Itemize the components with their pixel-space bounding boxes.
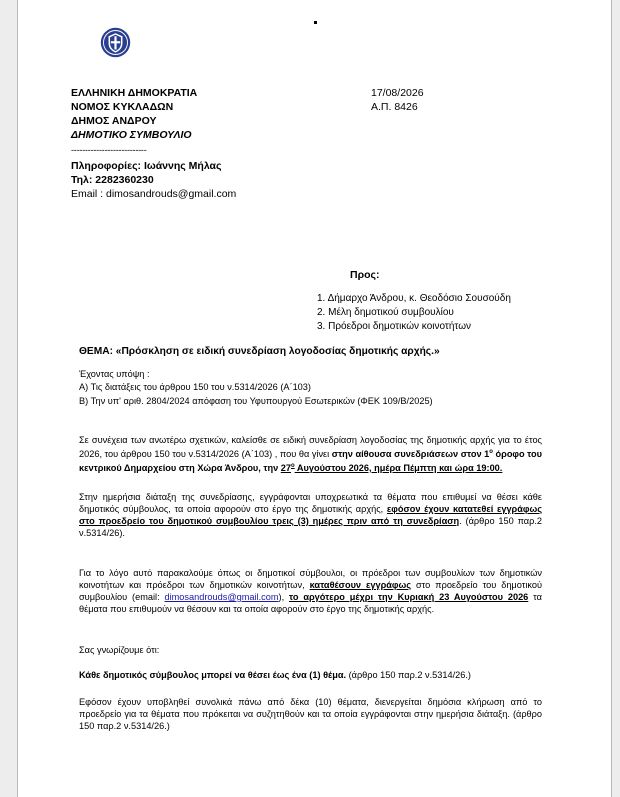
p3-text-4: τα θέματα που επιθυμούν να θέσουν και τα οποία αφορούν στο έργο της δημοτικής αρχής. (79, 591, 542, 614)
page-mark (314, 21, 317, 24)
p3-deadline: το αργότερο μέχρι την Κυριακή 23 Αυγούστου 2026 (289, 591, 529, 602)
p3-submit-written: καταθέσουν εγγράφως (309, 579, 412, 590)
p5-rule: Κάθε δημοτικός σύμβουλος μπορεί να θέσει έως ένα (1) θέμα. (79, 670, 347, 680)
p1-venue: στην αίθουσα συνεδριάσεων στον 1 (331, 448, 490, 459)
p1-floor-sup: ο (489, 448, 493, 455)
republic-heading: ΕΛΛΗΝΙΚΗ ΔΗΜΟΚΡΑΤΙΑ (71, 87, 198, 99)
recipients-label: Προς: (350, 269, 380, 281)
paragraph-agenda (79, 492, 542, 540)
contact-email: Email : dimosandrouds@gmail.com (71, 188, 237, 200)
contact-phone: Τηλ: 2282360230 (71, 174, 154, 186)
protocol-number: Α.Π. 8426 (371, 101, 418, 113)
p1-day-sup: ο (291, 462, 295, 469)
p3-text-3: ), (278, 591, 289, 602)
recipient-item: 1. Δήμαρχο Άνδρου, κ. Θεοδόσιο Σουσούδη (317, 293, 511, 304)
p1-venue-rest: όροφο του κεντρικού Δημαρχείου στη Χώρα Άνδρου, την (79, 448, 542, 473)
paragraph-submission (79, 568, 542, 616)
p2-text: Στην ημερήσια διάταξη της συνεδρίασης, εγγράφονται υποχρεωτικά τα θέματα που επιθυμεί να θέσει κάθε δημοτικός σύμβουλος, τα οποία αφορούν στο έργο της δημοτικής αρχής, (79, 492, 542, 514)
considering-item-b: Β) Την υπ' αριθ. 2804/2024 απόφαση του Υφυπουργού Εσωτερικών (ΦΕΚ 109/Β/2025) (79, 396, 433, 406)
subject-line: ΘΕΜΑ: «Πρόσκληση σε ειδική συνεδρίαση λογοδοσίας δημοτικής αρχής.» (79, 346, 440, 357)
header-separator: --------------------------- (71, 145, 147, 155)
p1-day: 27 (280, 462, 291, 473)
paragraph-meeting-details (79, 435, 542, 475)
p3-text-2: στο προεδρείο του δημοτικού συμβουλίου (email: (79, 579, 542, 602)
p1-text: Σε συνέχεια των ανωτέρω σχετικών, καλείσθε σε ειδική συνεδρίαση λογοδοσίας της δημοτικής αρχής για το έτος 2026, του άρθρου 150 του ν.5314/2026 (Α΄103) , που θα γίνει (79, 435, 542, 459)
p3-email-link[interactable]: dimosandrouds@gmail.com (164, 591, 279, 602)
contact-person: Πληροφορίες: Ιωάννης Μήλας (71, 160, 222, 172)
greek-coat-of-arms-icon (100, 27, 131, 58)
p5-reference: (άρθρο 150 παρ.2 ν.5314/26.) (346, 670, 471, 680)
paragraph-notice: Σας γνωρίζουμε ότι: (79, 645, 160, 655)
considering-item-a: Α) Τις διατάξεις του άρθρου 150 του ν.5314/2026 (Α΄103) (79, 382, 311, 392)
paragraph-topic-limit (79, 670, 471, 682)
council-heading: ΔΗΜΟΤΙΚΟ ΣΥΜΒΟΥΛΙΟ (71, 129, 192, 141)
p2-reference: . (άρθρο 150 παρ.2 ν.5314/26). (79, 515, 542, 538)
prefecture-heading: ΝΟΜΟΣ ΚΥΚΛΑΔΩΝ (71, 101, 174, 113)
considering-label: Έχοντας υπόψη : (79, 369, 150, 379)
p1-date-time: Αυγούστου 2026, ημέρα Πέμπτη και ώρα 19:00. (294, 462, 503, 473)
p3-text: Για το λόγο αυτό παρακαλούμε όπως οι δημοτικοί σύμβουλοι, οι πρόεδροι των συμβουλίων των δημοτικών κοινοτήτων και πρόεδροι των δημοτικών κοινοτήτων, (79, 568, 542, 590)
municipality-heading: ΔΗΜΟΣ ΑΝΔΡΟΥ (71, 115, 157, 127)
p2-deadline: εφόσον έχουν κατατεθεί εγγράφως στο προεδρείο του δημοτικού συμβουλίου τρεις (3) ημέρες πριν από τη συνεδρίαση (79, 503, 542, 526)
recipient-item: 2. Μέλη δημοτικού συμβουλίου (317, 307, 454, 318)
paragraph-draw: Εφόσον έχουν υποβληθεί συνολικά πάνω από δέκα (10) θέματα, διενεργείται δημόσια κλήρωση από το προεδρείο για τα θέματα που πρόκειται να συζητηθούν και τα οποία εγγράφονται στην ημερήσια διάταξη. (άρθρο 150 παρ.2 ν.5314/26.) (79, 697, 542, 731)
document-date: 17/08/2026 (371, 87, 424, 99)
recipients-list (317, 292, 511, 334)
recipient-item: 3. Πρόεδροι δημοτικών κοινοτήτων (317, 321, 472, 332)
